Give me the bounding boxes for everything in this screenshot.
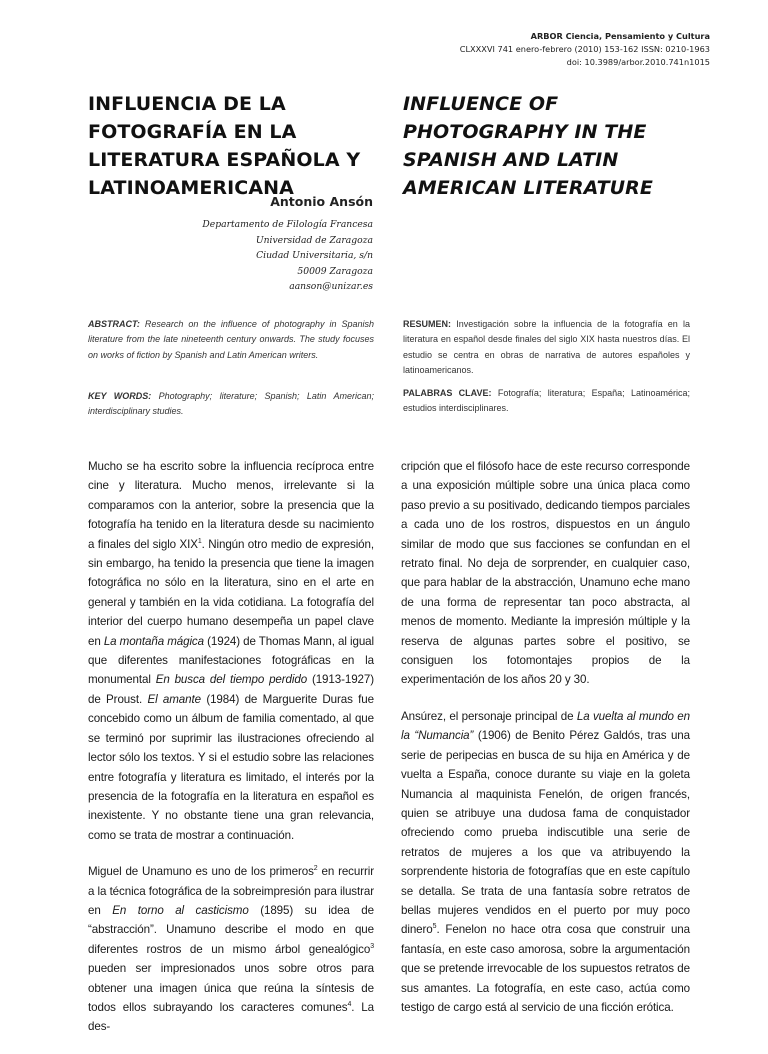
palabras-clave-label: PALABRAS CLAVE:	[403, 388, 492, 398]
affiliation-university: Universidad de Zaragoza	[255, 234, 373, 246]
text-run: pueden ser impresionados unos sobre otros para obtener una imagen única que reúna la síntesis de todos ellos subrayando los caracteres comunes	[88, 962, 374, 1014]
affiliation-city: 50009 Zaragoza	[297, 265, 373, 277]
book-title-en-torno: En torno al casticismo	[112, 903, 249, 917]
abstract-label: ABSTRACT:	[88, 319, 140, 329]
body-paragraph-2	[88, 862, 374, 1037]
text-run: en recurrir a la técnica fotográfica de la sobreimpresión para ilustrar en	[88, 865, 374, 917]
footnote-ref-2: 2	[313, 865, 318, 873]
abstract-english	[88, 317, 374, 363]
body-column-right	[401, 457, 690, 1034]
body-paragraph-4	[401, 707, 690, 1018]
text-run: . Fenelon no hace otra cosa que construir una fantasía, en este caso amorosa, sobre la argumentación que se pretende irrevocable de los supuestos retratos de sus amantes. La fotografía, en este caso, actúa como testigo de cargo está al servicio de una ficción erótica.	[401, 923, 690, 1014]
resumen-text: Investigación sobre la influencia de la fotografía en la literatura en español desde finales del siglo XIX hasta nuestros días. El estudio se centra en obras de narrativa de autores españoles y latinoamericanos.	[403, 319, 690, 375]
book-title-la-vuelta: La vuelta al mundo en la “Numancia”	[401, 709, 690, 743]
text-run: (1924) de Thomas Mann, al igual que diferentes manifestaciones fotográficas en la monumental	[88, 634, 374, 687]
footnote-ref-4: 4	[347, 1001, 352, 1009]
footnote-ref-5: 5	[432, 923, 437, 931]
text-run: . Ningún otro medio de expresión, sin embargo, ha tenido la presencia que tiene la imagen fotográfica no sólo en la literatura, sino en el arte en general y también en la vida cotidiana. La fotografía del interior del cuerpo humano desempeña un papel clave en	[88, 537, 374, 648]
text-run: (1895) su idea de “abstracción”. Unamuno describe el modo en que diferentes rostros de un mismo árbol genealógico	[88, 903, 374, 956]
text-run: (1984) de Marguerite Duras fue concebido como un álbum de familia comentado, al que se terminó por suprimir las ilustraciones ofreciendo al lector sólo los textos. Y si el estudio sobre las relaciones entre fotografía y literatura es limitado, el interés por la presencia de la fotografía en la literatura en español es inexistente. Y no obstante tiene una gran relevancia, como se trata de mostrar a continuación.	[88, 692, 374, 842]
text-run: (1913-1927) de Proust.	[88, 673, 375, 706]
text-run: Ansúrez, el personaje principal de	[401, 709, 577, 723]
book-title-el-amante: El amante	[147, 692, 201, 706]
body-column-left	[88, 457, 374, 1054]
keywords-english	[88, 389, 374, 420]
text-run: (1906) de Benito Pérez Galdós, tras una serie de peripecias en busca de su hija en América y de vuelta a España, conoce durante su viaje en la goleta Numancia al maquinista Fenelón, de origen francés, quien se atribuye una dudosa fama de conquistador ofreciendo como prueba indiscutible una serie de retratos de mujeres a los que va atribuyendo la sorprendente historia de fotografías que en este capítulo se detalla. Se trata de una fantasía sobre retratos de bellas mujeres vendidos en el puerto por muy poco dinero	[401, 729, 690, 937]
affiliation-department: Departamento de Filología Francesa	[202, 219, 373, 230]
keywords-label: KEY WORDS:	[88, 391, 152, 401]
text-run: Mucho se ha escrito sobre la influencia recíproca entre cine y literatura. Mucho menos, irrelevante si la comparamos con la anterior, sobre la presencia que la fotografía ha tenido en la literatura desde su nacimiento a finales del siglo XIX	[88, 460, 374, 551]
body-paragraph-1	[88, 457, 374, 845]
keywords-text: Photography; literature; Spanish; Latin American; interdisciplinary studies.	[88, 391, 374, 417]
footnote-ref-3: 3	[370, 942, 374, 950]
keywords-spanish	[403, 386, 690, 417]
journal-issue: CLXXXVI 741 enero-febrero (2010) 153-162 ISSN: 0210-1963	[459, 44, 710, 54]
book-title-en-busca: En busca del tiempo perdido	[155, 673, 308, 687]
author-name: Antonio Ansón	[270, 194, 373, 209]
palabras-clave-text: Fotografía; literatura; España; Latinoamérica; estudios interdisciplinares.	[403, 388, 690, 414]
text-run: Miguel de Unamuno es uno de los primeros	[88, 865, 314, 879]
affiliation-email: aanson@unizar.es	[289, 281, 373, 292]
title-english: INFLUENCE OF PHOTOGRAPHY IN THE SPANISH AND LATIN AMERICAN LITERATURE	[403, 93, 653, 199]
journal-name: ARBOR Ciencia, Pensamiento y Cultura	[530, 31, 710, 41]
footnote-ref-1: 1	[197, 537, 202, 545]
journal-doi: doi: 10.3989/arbor.2010.741n1015	[566, 57, 710, 67]
body-paragraph-3: cripción que el filósofo hace de este recurso corresponde a una exposición múltiple sobre una única placa como paso previo a su positivado, dedicando tiempos parciales a cada uno de los rostros, dispuestos en un ángulo similar de modo que sus facciones se confundan en el retrato final. No deja de sorprender, en cualquier caso, que para hablar de la abstracción, Unamuno eche mano de una forma de representar tan poco abstracta, al menos de momento. Mediante la impresión múltiple y la reserva de algunas partes sobre el positivo, se consiguen los fotomontajes propios de la experimentación de los años 20 y 30.	[401, 460, 690, 687]
resumen-label: RESUMEN:	[403, 319, 452, 329]
journal-header	[350, 30, 710, 69]
abstract-text: Research on the influence of photography in Spanish literature from the late nineteenth century onwards. The study focuses on works of fiction by Spanish and Latin American writers.	[88, 319, 374, 360]
affiliation-address: Ciudad Universitaria, s/n	[256, 250, 373, 261]
author-block	[180, 194, 373, 295]
abstract-spanish	[403, 317, 690, 378]
book-title-la-montana-magica: La montaña mágica	[103, 634, 204, 648]
text-run: . La des-	[88, 1000, 374, 1034]
title-spanish: INFLUENCIA DE LA FOTOGRAFÍA EN LA LITERATURA ESPAÑOLA Y LATINOAMERICANA	[88, 93, 361, 199]
